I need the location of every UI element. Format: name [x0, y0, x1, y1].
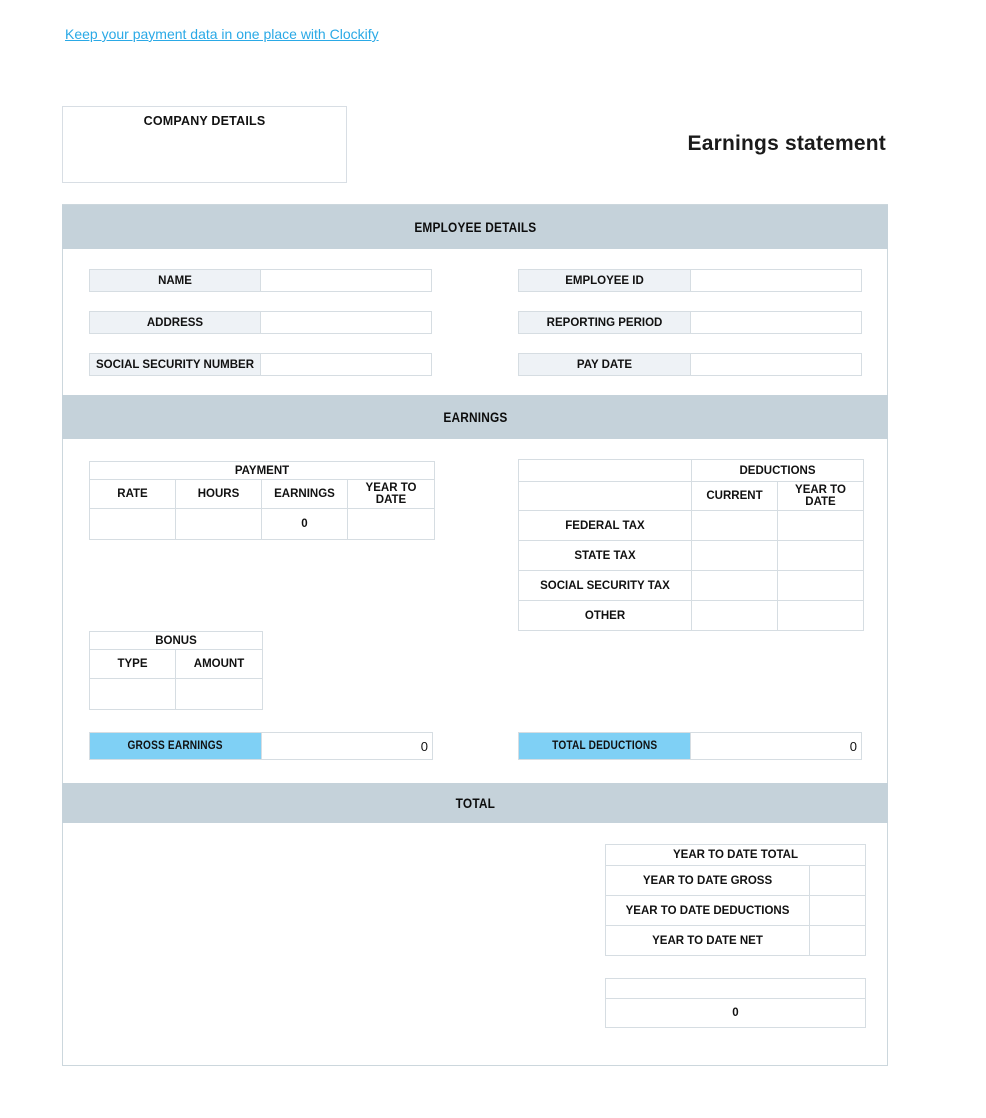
payment-earnings-cell[interactable]: 0: [262, 509, 348, 540]
ytd-total-header: YEAR TO DATE TOTAL: [606, 845, 866, 866]
deductions-col-current: CURRENT: [692, 482, 778, 511]
year-to-date-total-table: [605, 844, 866, 956]
address-label: ADDRESS: [89, 311, 261, 334]
section-header-total-text: TOTAL: [455, 795, 495, 811]
field-row-pay-date: [518, 353, 862, 376]
deductions-spacer: [519, 460, 692, 482]
deductions-table: [518, 459, 864, 631]
gross-earnings-row: [89, 732, 433, 760]
total-deductions-value[interactable]: 0: [690, 732, 862, 760]
ytd-gross-label: YEAR TO DATE GROSS: [606, 866, 810, 896]
ytd-deductions-value[interactable]: [810, 896, 866, 926]
total-deductions-row: [518, 732, 862, 760]
address-input[interactable]: [260, 311, 432, 334]
federal-tax-current-cell[interactable]: [692, 511, 778, 541]
pay-date-label: PAY DATE: [518, 353, 691, 376]
net-total-header: NET TOTAL: [606, 979, 866, 999]
name-label: NAME: [89, 269, 261, 292]
payment-rate-cell[interactable]: [90, 509, 176, 540]
federal-tax-ytd-cell[interactable]: [778, 511, 864, 541]
total-deductions-label: TOTAL DEDUCTIONS: [518, 732, 691, 760]
statement-body: [62, 204, 888, 1066]
gross-earnings-value[interactable]: 0: [261, 732, 433, 760]
field-row-employee-id: [518, 269, 862, 292]
state-tax-current-cell[interactable]: [692, 541, 778, 571]
ytd-net-label: YEAR TO DATE NET: [606, 926, 810, 956]
company-details-box[interactable]: [62, 106, 347, 183]
bonus-amount-cell[interactable]: [176, 679, 263, 710]
ytd-deductions-label: YEAR TO DATE DEDUCTIONS: [606, 896, 810, 926]
social-security-tax-ytd-cell[interactable]: [778, 571, 864, 601]
payment-col-rate: RATE: [90, 480, 176, 509]
pay-date-input[interactable]: [690, 353, 862, 376]
field-row-name: [89, 269, 432, 292]
employee-id-label: EMPLOYEE ID: [518, 269, 691, 292]
payment-col-earnings: EARNINGS: [262, 480, 348, 509]
bonus-table-title: BONUS: [90, 632, 263, 650]
ssn-label: SOCIAL SECURITY NUMBER: [89, 353, 261, 376]
clockify-promo-link[interactable]: Keep your payment data in one place with Clockify: [65, 26, 379, 42]
social-security-tax-current-cell[interactable]: [692, 571, 778, 601]
ytd-net-value[interactable]: [810, 926, 866, 956]
ytd-gross-value[interactable]: [810, 866, 866, 896]
bonus-col-amount: AMOUNT: [176, 650, 263, 679]
net-total-value[interactable]: 0: [606, 999, 866, 1028]
deductions-spacer: [519, 482, 692, 511]
bonus-col-type: TYPE: [90, 650, 176, 679]
deductions-table-title: DEDUCTIONS: [692, 460, 864, 482]
field-row-reporting-period: [518, 311, 862, 334]
section-header-earnings-text: EARNINGS: [442, 409, 508, 425]
section-header-employee-details: [62, 205, 888, 249]
ssn-input[interactable]: [260, 353, 432, 376]
section-header-total: [62, 783, 888, 823]
gross-earnings-label: GROSS EARNINGS: [89, 732, 262, 760]
field-row-ssn: [89, 353, 432, 376]
section-header-employee-details-text: EMPLOYEE DETAILS: [413, 219, 537, 235]
reporting-period-label: REPORTING PERIOD: [518, 311, 691, 334]
payment-ytd-cell[interactable]: [348, 509, 435, 540]
other-deduction-current-cell[interactable]: [692, 601, 778, 631]
state-tax-label: STATE TAX: [519, 541, 692, 571]
deductions-col-year-to-date: YEAR TO DATE: [778, 482, 864, 511]
payment-col-hours: HOURS: [176, 480, 262, 509]
net-total-table: [605, 978, 866, 1028]
payment-table: [89, 461, 435, 540]
employee-id-input[interactable]: [690, 269, 862, 292]
payment-hours-cell[interactable]: [176, 509, 262, 540]
section-header-earnings: [62, 395, 888, 439]
bonus-table: [89, 631, 263, 710]
reporting-period-input[interactable]: [690, 311, 862, 334]
name-input[interactable]: [260, 269, 432, 292]
federal-tax-label: FEDERAL TAX: [519, 511, 692, 541]
other-deduction-label: OTHER: [519, 601, 692, 631]
state-tax-ytd-cell[interactable]: [778, 541, 864, 571]
payment-col-year-to-date: YEAR TO DATE: [348, 480, 435, 509]
payment-table-title: PAYMENT: [90, 462, 435, 480]
other-deduction-ytd-cell[interactable]: [778, 601, 864, 631]
bonus-type-cell[interactable]: [90, 679, 176, 710]
page-title: Earnings statement: [687, 132, 886, 155]
field-row-address: [89, 311, 432, 334]
social-security-tax-label: SOCIAL SECURITY TAX: [519, 571, 692, 601]
company-details-label: COMPANY DETAILS: [143, 114, 266, 128]
